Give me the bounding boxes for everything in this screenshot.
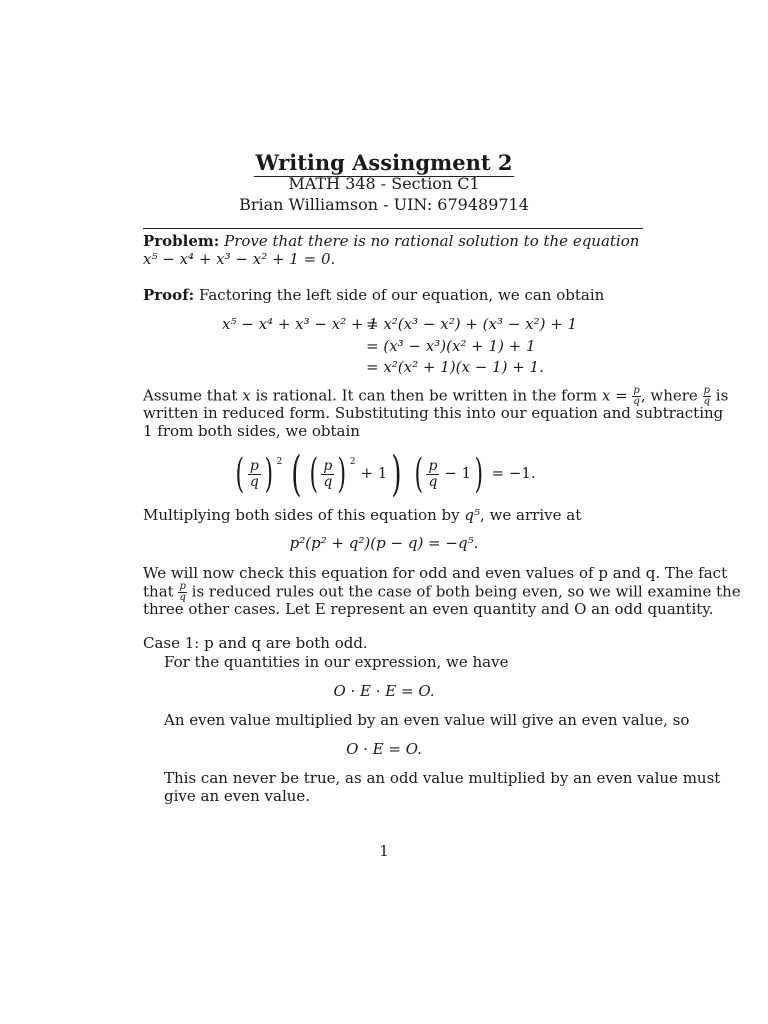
- assume-line-1: Assume that x is rational. It can then be written in the form x = $\frac{p}{q}$ , where $\frac{p}{q}$ is: [143, 385, 729, 407]
- problem-statement: [143, 232, 645, 250]
- case-1-equation-2: O · E = O.: [346, 740, 422, 758]
- problem-text: Prove that there is no rational solution to the equation: [224, 232, 640, 250]
- author-line: Brian Williamson - UIN: 679489714: [239, 195, 529, 214]
- check-line-3: three other cases. Let E represent an even quantity and O an odd quantity.: [143, 600, 714, 618]
- align-row-1: = x²(x³ − x²) + (x³ − x²) + 1: [366, 315, 578, 333]
- case-1-line-2: An even value multiplied by an even value will give an even value, so: [164, 711, 690, 729]
- check-line-1: We will now check this equation for odd and even values of p and q. The fact: [143, 564, 728, 582]
- proof-intro-text: Factoring the left side of our equation, we can obtain: [198, 286, 605, 304]
- align-lhs: x⁵ − x⁴ + x³ − x² + 1: [222, 315, 378, 333]
- page-number: 1: [379, 842, 389, 860]
- proof-label: Proof:: [143, 286, 195, 304]
- check-line-2: that $\frac{p}{q}$ is reduced rules out the case of both being even, so we will examine the: [143, 581, 741, 603]
- problem-equation: x⁵ − x⁴ + x³ − x² + 1 = 0.: [143, 250, 336, 268]
- case-1-line-3: This can never be true, as an odd value multiplied by an even value must: [164, 769, 721, 787]
- multiply-line: Multiplying both sides of this equation by q⁵, we arrive at: [143, 506, 582, 524]
- equation-p-q: p²(p² + q²)(p − q) = −q⁵.: [289, 534, 479, 552]
- case-1-equation-1: O · E · E = O.: [333, 682, 435, 700]
- fraction-p-over-q: $\frac{p}{q}$: [703, 385, 710, 407]
- assume-line-2: written in reduced form. Substituting this into our equation and subtracting: [143, 404, 724, 422]
- align-row-3: = x²(x² + 1)(x − 1) + 1.: [366, 358, 544, 376]
- document-title: Writing Assingment 2: [255, 150, 513, 175]
- header-rule: [143, 228, 643, 229]
- fraction-p-over-q: $\frac{p}{q}$: [633, 385, 640, 407]
- case-1-heading: Case 1: p and q are both odd.: [143, 634, 368, 652]
- problem-label: Problem:: [143, 232, 220, 250]
- align-row-2: = (x³ − x³)(x² + 1) + 1: [366, 337, 536, 355]
- assume-line-3: 1 from both sides, we obtain: [143, 422, 360, 440]
- case-1-line-4: give an even value.: [164, 787, 311, 805]
- proof-intro: [143, 286, 645, 304]
- case-1-line-1: For the quantities in our expression, we have: [164, 653, 509, 671]
- course-line: MATH 348 - Section C1: [288, 174, 480, 193]
- fraction-p-over-q: $\frac{p}{q}$: [179, 581, 186, 603]
- big-equation: ( $\frac{p}{q}$ ) $^2$ ( ( $\frac{p}{q}$ ) $^2$ + 1) ( $\frac{p}{q}$ − 1) = −1.: [235, 446, 536, 502]
